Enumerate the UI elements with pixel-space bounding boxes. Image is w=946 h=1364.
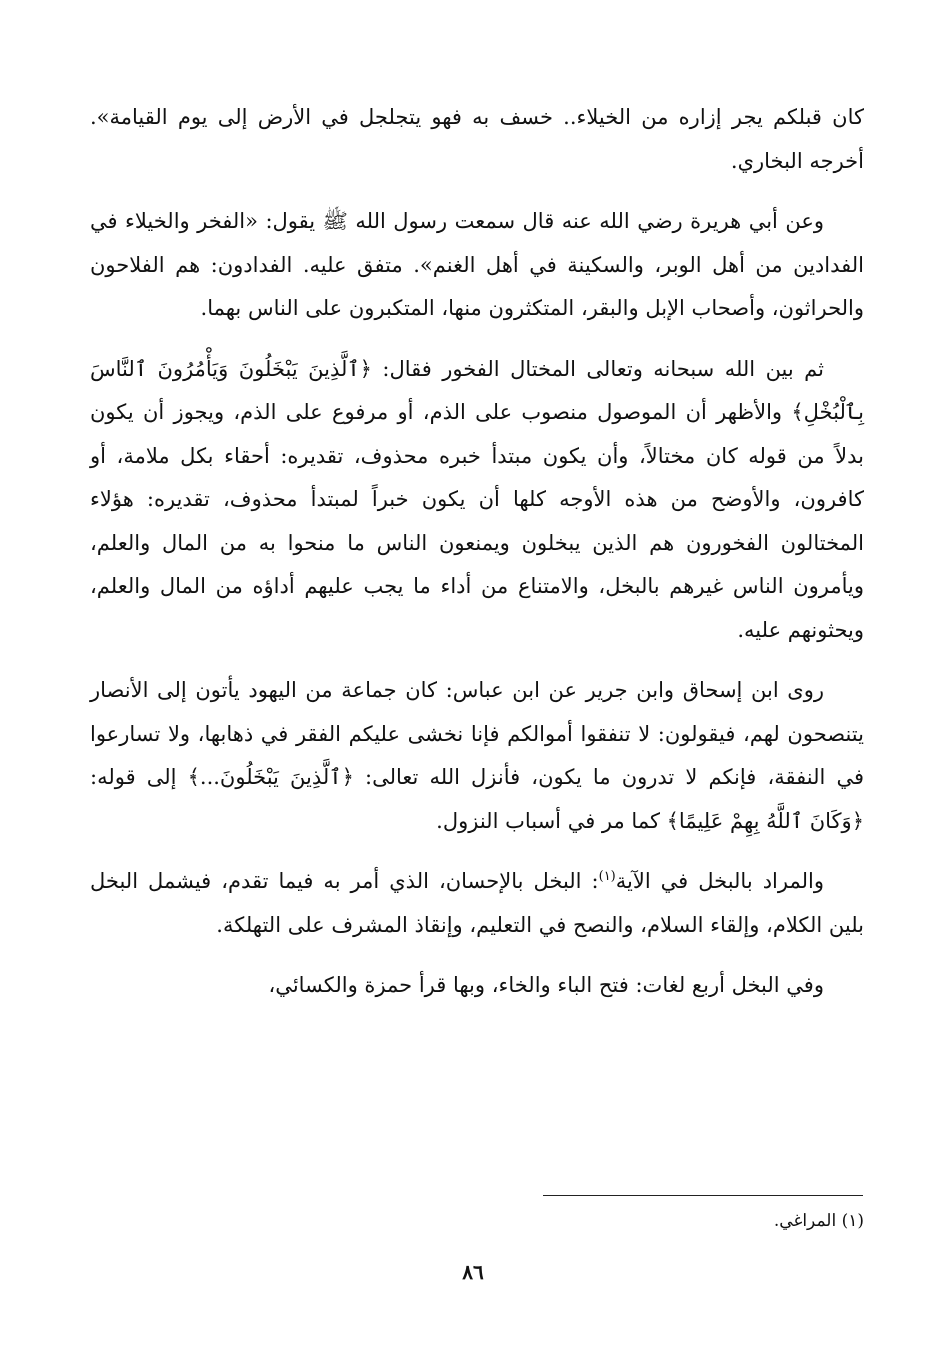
footnote-separator	[543, 1195, 863, 1196]
paragraph-3: ثم بين الله سبحانه وتعالى المختال الفخور فقال: ﴿ٱلَّذِينَ يَبْخَلُونَ وَيَأْمُرُونَ ٱلنَّاسَ بِٱلْبُخْلِ﴾ والأظهر أن الموصول منصوب على الذم، أو مرفوع على الذم، ويجوز أن يكون بدلاً من قوله كان مختالاً، وأن يكون مبتدأ خبره محذوف، تقديره: أحقاء بكل ملامة، أو كافرون، والأوضح من هذه الأوجه كلها أن يكون خبراً لمبتدأ محذوف، تقديره: هؤلاء المختالون الفخورون هم الذين يبخلون ويمنعون الناس ما منحوا به من المال والعلم، ويأمرون الناس غيرهم بالبخل، والامتناع من أداء ما يجب عليهم أداؤه من المال والعلم، ويحثونهم عليه.	[90, 356, 864, 642]
footnote: (١) المراغي.	[773, 1211, 864, 1231]
paragraph-4: روى ابن إسحاق وابن جرير عن ابن عباس: كان جماعة من اليهود يأتون إلى الأنصار يتنصحون لهم، فيقولون: لا تنفقوا أموالكم فإنا نخشى عليكم الفقر في ذهابها، ولا تسارعوا في النفقة، فإنكم لا تدرون ما يكون، فأنزل الله تعالى: ﴿ٱلَّذِينَ يَبْخَلُونَ...﴾ إلى قوله: ﴿وَكَانَ ٱللَّهُ بِهِمْ عَلِيمًا﴾ كما مر في أسباب النزول.	[90, 678, 864, 833]
page-number: ٨٦	[462, 1260, 484, 1284]
paragraph-6: وفي البخل أربع لغات: فتح الباء والخاء، وبها قرأ حمزة والكسائي،	[268, 973, 824, 997]
paragraph-2: وعن أبي هريرة رضي الله عنه قال سمعت رسول الله ﷺ يقول: «الفخر والخيلاء في الفدادين من أهل الوبر، والسكينة في أهل الغنم». متفق عليه. الفدادون: هم الفلاحون والحراثون، وأصحاب الإبل والبقر، المتكثرون منها، المتكبرون على الناس بهما.	[90, 209, 864, 320]
paragraph-5-start: والمراد بالبخل في الآية	[615, 869, 824, 893]
main-text	[90, 96, 864, 1025]
paragraph-5	[90, 860, 864, 947]
paragraph-1: كان قبلكم يجر إزاره من الخيلاء.. خسف به فهو يتجلجل في الأرض إلى يوم القيامة». أخرجه البخاري.	[90, 105, 864, 173]
footnote-reference: (١)	[598, 869, 616, 884]
paragraph-5-end: : البخل بالإحسان، الذي أمر به فيما تقدم، فيشمل البخل بلين الكلام، وإلقاء السلام، والنصح في التعليم، وإنقاذ المشرف على التهلكة.	[90, 869, 864, 937]
